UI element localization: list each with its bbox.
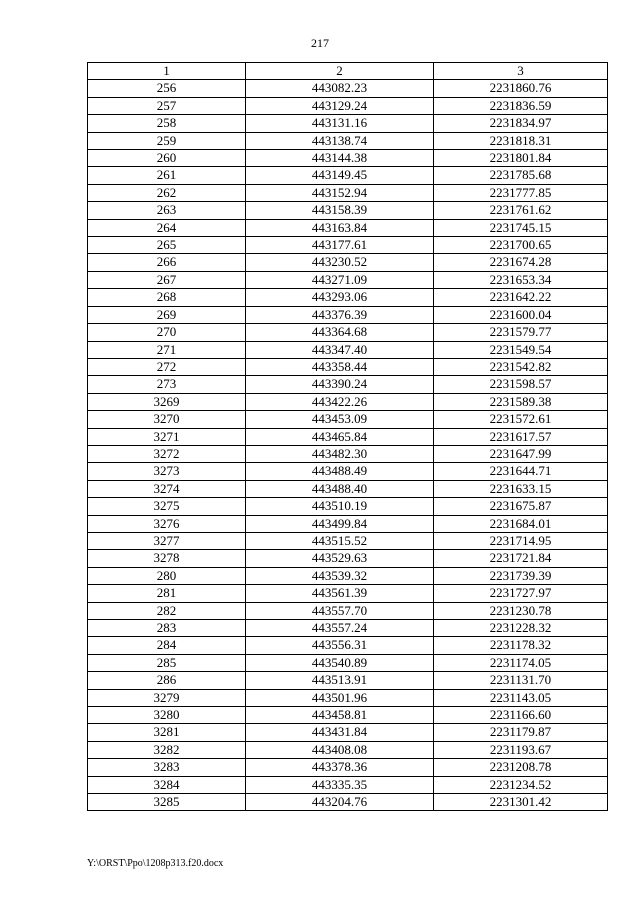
table-cell-col1: 3285 (88, 794, 246, 811)
table-cell-col2: 443499.84 (246, 515, 434, 532)
table-row (88, 550, 608, 567)
table-cell-col3: 2231598.57 (434, 376, 608, 393)
table-cell-col1: 272 (88, 358, 246, 375)
table-cell-col2: 443364.68 (246, 324, 434, 341)
table-row (88, 376, 608, 393)
table-cell-col2: 443539.32 (246, 567, 434, 584)
table-row (88, 411, 608, 428)
table-cell-col3: 2231642.22 (434, 289, 608, 306)
table-row (88, 237, 608, 254)
table-cell-col3: 2231818.31 (434, 132, 608, 149)
table-cell-col2: 443482.30 (246, 445, 434, 462)
table-cell-col1: 3274 (88, 480, 246, 497)
table-row (88, 219, 608, 236)
table-cell-col3: 2231178.32 (434, 637, 608, 654)
table-cell-col2: 443335.35 (246, 776, 434, 793)
table-row (88, 637, 608, 654)
coordinates-table (87, 62, 608, 811)
table-cell-col1: 263 (88, 202, 246, 219)
table-cell-col1: 3277 (88, 532, 246, 549)
table-cell-col3: 2231785.68 (434, 167, 608, 184)
table-row (88, 672, 608, 689)
table-cell-col2: 443376.39 (246, 306, 434, 323)
table-cell-col3: 2231860.76 (434, 80, 608, 97)
table-row (88, 794, 608, 811)
table-row (88, 115, 608, 132)
table-cell-col3: 2231174.05 (434, 654, 608, 671)
table-row (88, 515, 608, 532)
table-cell-col3: 2231721.84 (434, 550, 608, 567)
table-cell-col2: 443144.38 (246, 150, 434, 167)
column-header-1: 1 (88, 63, 246, 80)
table-cell-col1: 267 (88, 271, 246, 288)
table-cell-col1: 3275 (88, 498, 246, 515)
table-cell-col2: 443453.09 (246, 411, 434, 428)
table-row (88, 184, 608, 201)
table-cell-col1: 270 (88, 324, 246, 341)
table-cell-col3: 2231644.71 (434, 463, 608, 480)
table-cell-col3: 2231700.65 (434, 237, 608, 254)
table-cell-col1: 3281 (88, 724, 246, 741)
table-cell-col3: 2231589.38 (434, 393, 608, 410)
table-cell-col1: 271 (88, 341, 246, 358)
table-cell-col1: 3273 (88, 463, 246, 480)
table-cell-col1: 3280 (88, 707, 246, 724)
table-cell-col3: 2231617.57 (434, 428, 608, 445)
table-row (88, 150, 608, 167)
table-cell-col1: 268 (88, 289, 246, 306)
table-cell-col3: 2231674.28 (434, 254, 608, 271)
table-cell-col1: 256 (88, 80, 246, 97)
table-row (88, 393, 608, 410)
table-row (88, 567, 608, 584)
table-cell-col1: 3278 (88, 550, 246, 567)
table-cell-col2: 443513.91 (246, 672, 434, 689)
table-cell-col2: 443131.16 (246, 115, 434, 132)
table-cell-col2: 443557.70 (246, 602, 434, 619)
table-cell-col3: 2231836.59 (434, 97, 608, 114)
table-cell-col1: 269 (88, 306, 246, 323)
table-row (88, 759, 608, 776)
table-cell-col2: 443390.24 (246, 376, 434, 393)
table-cell-col3: 2231131.70 (434, 672, 608, 689)
table-cell-col3: 2231633.15 (434, 480, 608, 497)
table-cell-col2: 443158.39 (246, 202, 434, 219)
table-cell-col1: 283 (88, 620, 246, 637)
table-cell-col2: 443152.94 (246, 184, 434, 201)
table-cell-col1: 3284 (88, 776, 246, 793)
table-row (88, 480, 608, 497)
table-cell-col3: 2231834.97 (434, 115, 608, 132)
table-row (88, 724, 608, 741)
table-cell-col2: 443204.76 (246, 794, 434, 811)
table-cell-col3: 2231228.32 (434, 620, 608, 637)
table-cell-col2: 443177.61 (246, 237, 434, 254)
table-cell-col3: 2231761.62 (434, 202, 608, 219)
table-cell-col1: 280 (88, 567, 246, 584)
footer-file-path: Y:\ORST\Ppo\1208p313.f20.docx (87, 858, 224, 869)
table-row (88, 271, 608, 288)
table-cell-col1: 261 (88, 167, 246, 184)
table-row (88, 707, 608, 724)
table-row (88, 202, 608, 219)
table-body (88, 80, 608, 811)
table-cell-col1: 258 (88, 115, 246, 132)
table-cell-col1: 265 (88, 237, 246, 254)
table-row (88, 341, 608, 358)
table-cell-col3: 2231727.97 (434, 585, 608, 602)
column-header-2: 2 (246, 63, 434, 80)
table-cell-col2: 443465.84 (246, 428, 434, 445)
table-cell-col1: 281 (88, 585, 246, 602)
table-cell-col2: 443488.49 (246, 463, 434, 480)
table-row (88, 80, 608, 97)
table-cell-col2: 443556.31 (246, 637, 434, 654)
table-cell-col2: 443431.84 (246, 724, 434, 741)
table-cell-col1: 266 (88, 254, 246, 271)
table-cell-col2: 443515.52 (246, 532, 434, 549)
table-cell-col3: 2231801.84 (434, 150, 608, 167)
table-cell-col2: 443149.45 (246, 167, 434, 184)
table-cell-col1: 260 (88, 150, 246, 167)
table-row (88, 532, 608, 549)
table-cell-col2: 443358.44 (246, 358, 434, 375)
table-cell-col2: 443230.52 (246, 254, 434, 271)
table-cell-col3: 2231193.67 (434, 741, 608, 758)
table-row (88, 741, 608, 758)
table-row (88, 776, 608, 793)
table-cell-col2: 443561.39 (246, 585, 434, 602)
table-cell-col2: 443378.36 (246, 759, 434, 776)
column-header-3: 3 (434, 63, 608, 80)
table-cell-col3: 2231600.04 (434, 306, 608, 323)
table-cell-col3: 2231166.60 (434, 707, 608, 724)
table-cell-col1: 3282 (88, 741, 246, 758)
table-cell-col3: 2231745.15 (434, 219, 608, 236)
table-cell-col2: 443408.08 (246, 741, 434, 758)
table-row (88, 654, 608, 671)
table-row (88, 445, 608, 462)
page-number: 217 (311, 36, 329, 50)
table-cell-col1: 3279 (88, 689, 246, 706)
table-cell-col1: 3271 (88, 428, 246, 445)
table-cell-col3: 2231230.78 (434, 602, 608, 619)
table-cell-col3: 2231208.78 (434, 759, 608, 776)
table-cell-col1: 3269 (88, 393, 246, 410)
table-row (88, 585, 608, 602)
table-cell-col3: 2231714.95 (434, 532, 608, 549)
table-cell-col2: 443082.23 (246, 80, 434, 97)
table-row (88, 132, 608, 149)
table-cell-col1: 259 (88, 132, 246, 149)
table-cell-col2: 443347.40 (246, 341, 434, 358)
table-cell-col3: 2231301.42 (434, 794, 608, 811)
table-cell-col3: 2231542.82 (434, 358, 608, 375)
table-cell-col3: 2231572.61 (434, 411, 608, 428)
table-cell-col2: 443129.24 (246, 97, 434, 114)
table-cell-col2: 443557.24 (246, 620, 434, 637)
table-cell-col3: 2231684.01 (434, 515, 608, 532)
table-cell-col2: 443138.74 (246, 132, 434, 149)
table-row (88, 306, 608, 323)
table-cell-col3: 2231579.77 (434, 324, 608, 341)
table-cell-col3: 2231549.54 (434, 341, 608, 358)
table-cell-col3: 2231739.39 (434, 567, 608, 584)
table-cell-col2: 443501.96 (246, 689, 434, 706)
table-cell-col2: 443422.26 (246, 393, 434, 410)
table-cell-col3: 2231647.99 (434, 445, 608, 462)
table-cell-col2: 443458.81 (246, 707, 434, 724)
table-cell-col1: 262 (88, 184, 246, 201)
table-cell-col1: 264 (88, 219, 246, 236)
table-cell-col2: 443529.63 (246, 550, 434, 567)
table-cell-col3: 2231179.87 (434, 724, 608, 741)
table-cell-col1: 273 (88, 376, 246, 393)
table-row (88, 620, 608, 637)
table-row (88, 289, 608, 306)
table-cell-col1: 3276 (88, 515, 246, 532)
table-cell-col2: 443293.06 (246, 289, 434, 306)
table-row (88, 602, 608, 619)
table-cell-col3: 2231675.87 (434, 498, 608, 515)
table-cell-col2: 443488.40 (246, 480, 434, 497)
table-cell-col1: 284 (88, 637, 246, 654)
table-cell-col2: 443510.19 (246, 498, 434, 515)
table-cell-col2: 443163.84 (246, 219, 434, 236)
table-cell-col1: 3270 (88, 411, 246, 428)
table-row (88, 358, 608, 375)
table-row (88, 428, 608, 445)
table-header-row (88, 63, 608, 80)
table-cell-col3: 2231143.05 (434, 689, 608, 706)
table-cell-col1: 257 (88, 97, 246, 114)
table-cell-col1: 286 (88, 672, 246, 689)
table-cell-col2: 443540.89 (246, 654, 434, 671)
table-row (88, 167, 608, 184)
table-cell-col1: 3272 (88, 445, 246, 462)
table-row (88, 463, 608, 480)
table-row (88, 97, 608, 114)
table-row (88, 254, 608, 271)
table-cell-col3: 2231777.85 (434, 184, 608, 201)
table-cell-col3: 2231234.52 (434, 776, 608, 793)
table-row (88, 324, 608, 341)
table-cell-col1: 3283 (88, 759, 246, 776)
table-row (88, 689, 608, 706)
table-cell-col1: 285 (88, 654, 246, 671)
table-row (88, 498, 608, 515)
table-cell-col3: 2231653.34 (434, 271, 608, 288)
table-cell-col1: 282 (88, 602, 246, 619)
table-cell-col2: 443271.09 (246, 271, 434, 288)
